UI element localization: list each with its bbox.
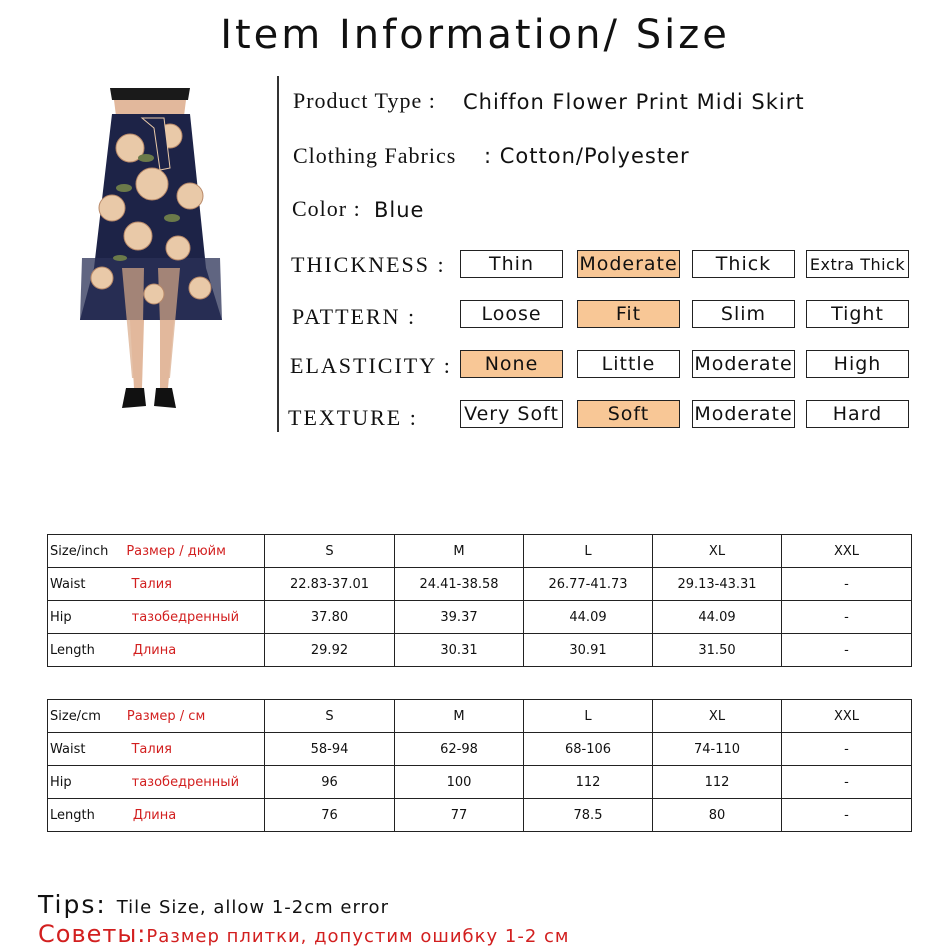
table-cell: M — [395, 535, 524, 568]
thickness-label: THICKNESS : — [291, 252, 446, 277]
table-cell: 24.41-38.58 — [395, 568, 524, 601]
table-cell: 100 — [395, 766, 524, 799]
texture-option-hard[interactable]: Hard — [806, 400, 909, 428]
tips-ru-text: Размер плитки, допустим ошибку 1-2 см — [146, 926, 570, 947]
table-cell: XXL — [782, 700, 912, 733]
elasticity-label: ELASTICITY : — [290, 353, 452, 378]
table-cell: 26.77-41.73 — [524, 568, 653, 601]
table-cell: Size/inch Размер / дюйм — [48, 535, 265, 568]
table-cell: 30.91 — [524, 634, 653, 667]
table-cell: 31.50 — [653, 634, 782, 667]
table-cell: 62-98 — [395, 733, 524, 766]
thickness-option-extra-thick[interactable]: Extra Thick — [806, 250, 909, 278]
table-header-row — [48, 535, 912, 568]
pattern-option-loose[interactable]: Loose — [460, 300, 563, 328]
table-cell: XXL — [782, 535, 912, 568]
table-cell: 68-106 — [524, 733, 653, 766]
table-cell: 44.09 — [524, 601, 653, 634]
table-cell: Waist Талия — [48, 733, 265, 766]
table-cell: 112 — [524, 766, 653, 799]
tips-label: Tips: — [38, 890, 107, 919]
texture-label: TEXTURE : — [288, 405, 418, 430]
pattern-option-tight[interactable]: Tight — [806, 300, 909, 328]
size-table-cm — [47, 699, 912, 832]
texture-option-very-soft[interactable]: Very Soft — [460, 400, 563, 428]
table-row — [48, 733, 912, 766]
thickness-option-thick[interactable]: Thick — [692, 250, 795, 278]
page-title: Item Information/ Size — [220, 12, 730, 58]
product-type-label: Product Type : — [293, 88, 436, 113]
tips-ru-label: Советы: — [38, 920, 147, 948]
thickness-option-moderate[interactable]: Moderate — [577, 250, 680, 278]
table-cell: - — [782, 568, 912, 601]
tips-ru — [38, 920, 570, 948]
texture-option-soft[interactable]: Soft — [577, 400, 680, 428]
table-cell: 29.92 — [265, 634, 395, 667]
table-cell: XL — [653, 535, 782, 568]
table-cell: Length Длина — [48, 634, 265, 667]
table-cell: Waist Талия — [48, 568, 265, 601]
elasticity-option-moderate[interactable]: Moderate — [692, 350, 795, 378]
texture-option-moderate[interactable]: Moderate — [692, 400, 795, 428]
table-cell: S — [265, 535, 395, 568]
table-row — [48, 634, 912, 667]
tips-text: Tile Size, allow 1-2cm error — [116, 897, 389, 918]
table-row — [48, 568, 912, 601]
table-cell: Length Длина — [48, 799, 265, 832]
product-image — [72, 88, 232, 426]
table-cell: - — [782, 601, 912, 634]
table-cell: L — [524, 700, 653, 733]
table-row — [48, 601, 912, 634]
table-cell: Hip тазобедренный — [48, 601, 265, 634]
fabrics-label: Clothing Fabrics — [293, 143, 457, 168]
pattern-label: PATTERN : — [292, 304, 417, 329]
table-cell: 77 — [395, 799, 524, 832]
product-type-value: Chiffon Flower Print Midi Skirt — [463, 90, 805, 114]
size-table-inch — [47, 534, 912, 667]
table-cell: 29.13-43.31 — [653, 568, 782, 601]
table-cell: 37.80 — [265, 601, 395, 634]
elasticity-option-little[interactable]: Little — [577, 350, 680, 378]
table-cell: 58-94 — [265, 733, 395, 766]
table-cell: - — [782, 733, 912, 766]
pattern-option-slim[interactable]: Slim — [692, 300, 795, 328]
table-cell: 74-110 — [653, 733, 782, 766]
table-cell: 22.83-37.01 — [265, 568, 395, 601]
divider — [277, 76, 279, 432]
tips-en — [38, 890, 389, 919]
color-value: Blue — [374, 198, 425, 222]
pattern-option-fit[interactable]: Fit — [577, 300, 680, 328]
table-cell: 44.09 — [653, 601, 782, 634]
table-cell: 112 — [653, 766, 782, 799]
table-row — [48, 799, 912, 832]
table-cell: - — [782, 634, 912, 667]
table-cell: 80 — [653, 799, 782, 832]
elasticity-option-high[interactable]: High — [806, 350, 909, 378]
table-cell: XL — [653, 700, 782, 733]
table-cell: - — [782, 766, 912, 799]
color-label: Color : — [292, 196, 361, 221]
fabrics-value: : Cotton/Polyester — [484, 144, 690, 168]
table-row — [48, 766, 912, 799]
table-cell: Size/cm Размер / см — [48, 700, 265, 733]
table-cell: - — [782, 799, 912, 832]
table-cell: 76 — [265, 799, 395, 832]
table-cell: Hip тазобедренный — [48, 766, 265, 799]
table-cell: 39.37 — [395, 601, 524, 634]
table-cell: 30.31 — [395, 634, 524, 667]
thickness-option-thin[interactable]: Thin — [460, 250, 563, 278]
table-cell: M — [395, 700, 524, 733]
table-cell: S — [265, 700, 395, 733]
table-cell: L — [524, 535, 653, 568]
table-cell: 78.5 — [524, 799, 653, 832]
elasticity-option-none[interactable]: None — [460, 350, 563, 378]
table-header-row — [48, 700, 912, 733]
table-cell: 96 — [265, 766, 395, 799]
